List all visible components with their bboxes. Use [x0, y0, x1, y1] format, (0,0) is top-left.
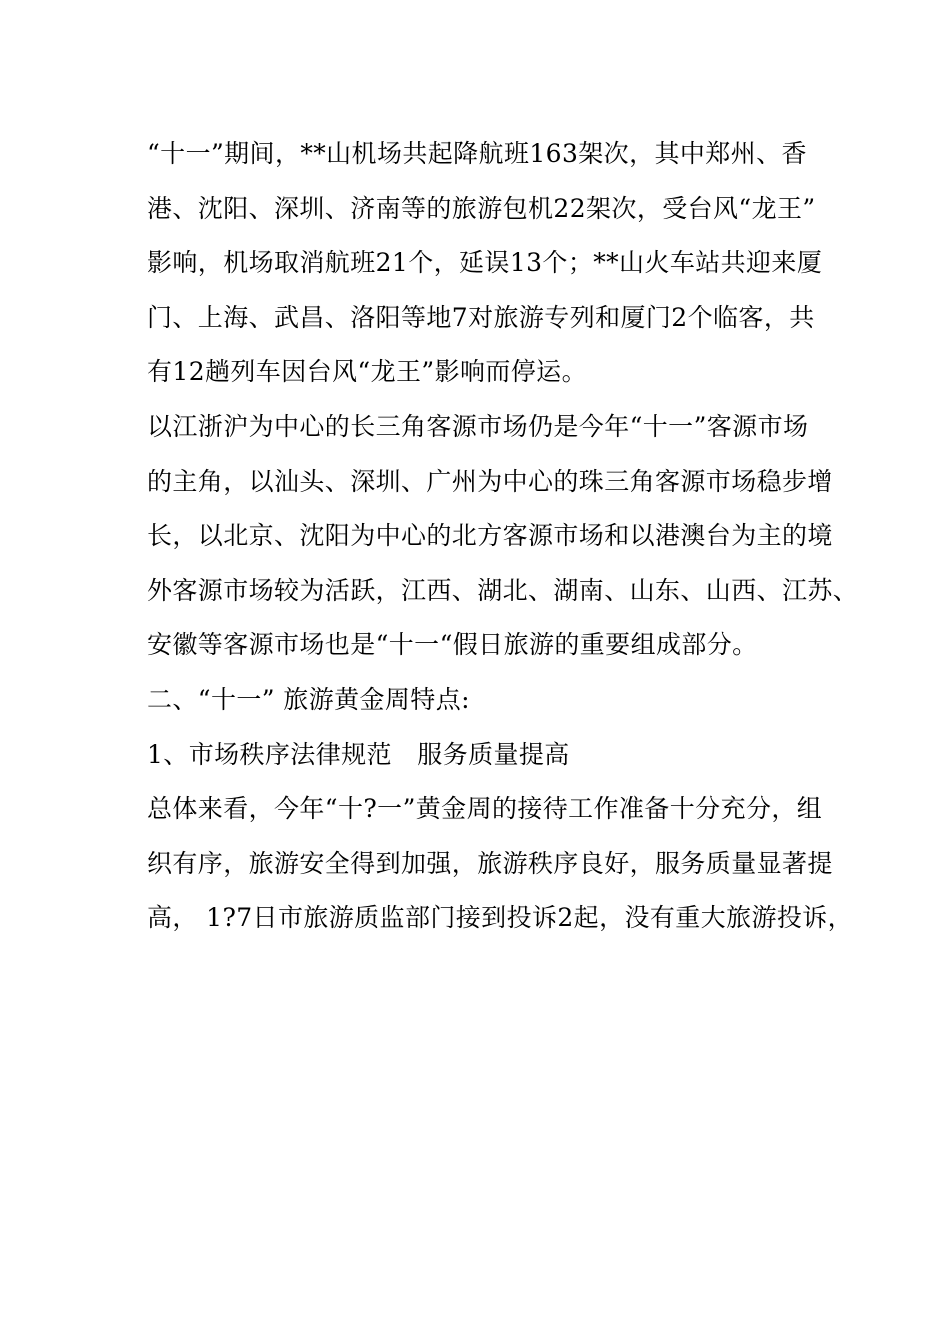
text-line-14: 织有序，旅游安全得到加强，旅游秩序良好，服务质量显著提: [147, 848, 833, 878]
text-line-8: 长，以北京、沈阳为中心的北方客源市场和以港澳台为主的境: [147, 521, 833, 551]
section-heading: 二、“十一” 旅游黄金周特点:: [147, 684, 470, 714]
text-line-1: “十一”期间，**山机场共起降航班163架次，其中郑州、香: [147, 139, 807, 168]
text-line-9: 外客源市场较为活跃，江西、湖北、湖南、山东、山西、江苏、: [147, 575, 859, 605]
text-line-10: 安徽等客源市场也是“十一“假日旅游的重要组成部分。: [147, 630, 758, 660]
document-body: [147, 127, 859, 946]
text-line-4: 门、上海、武昌、洛阳等地7对旅游专列和厦门2个临客，共: [147, 302, 815, 332]
text-line-2: 港、沈阳、深圳、济南等的旅游包机22架次，受台风“龙王”: [147, 193, 816, 223]
text-line-7: 的主角，以汕头、深圳、广州为中心的珠三角客源市场稳步增: [147, 466, 833, 496]
text-line-15: 高， 1?7日市旅游质监部门接到投诉2起，没有重大旅游投诉，: [147, 903, 854, 933]
text-line-3: 影响，机场取消航班21个，延误13个；**山火车站共迎来厦: [147, 248, 823, 278]
text-line-6: 以江浙沪为中心的长三角客源市场仍是今年“十一”客源市场: [147, 411, 809, 441]
text-line-5: 有12趟列车因台风“龙王”影响而停运。: [147, 357, 587, 387]
text-line-13: 总体来看，今年“十?一”黄金周的接待工作准备十分充分，组: [147, 794, 823, 824]
subsection-heading: 1、市场秩序法律规范 服务质量提高: [147, 739, 570, 769]
